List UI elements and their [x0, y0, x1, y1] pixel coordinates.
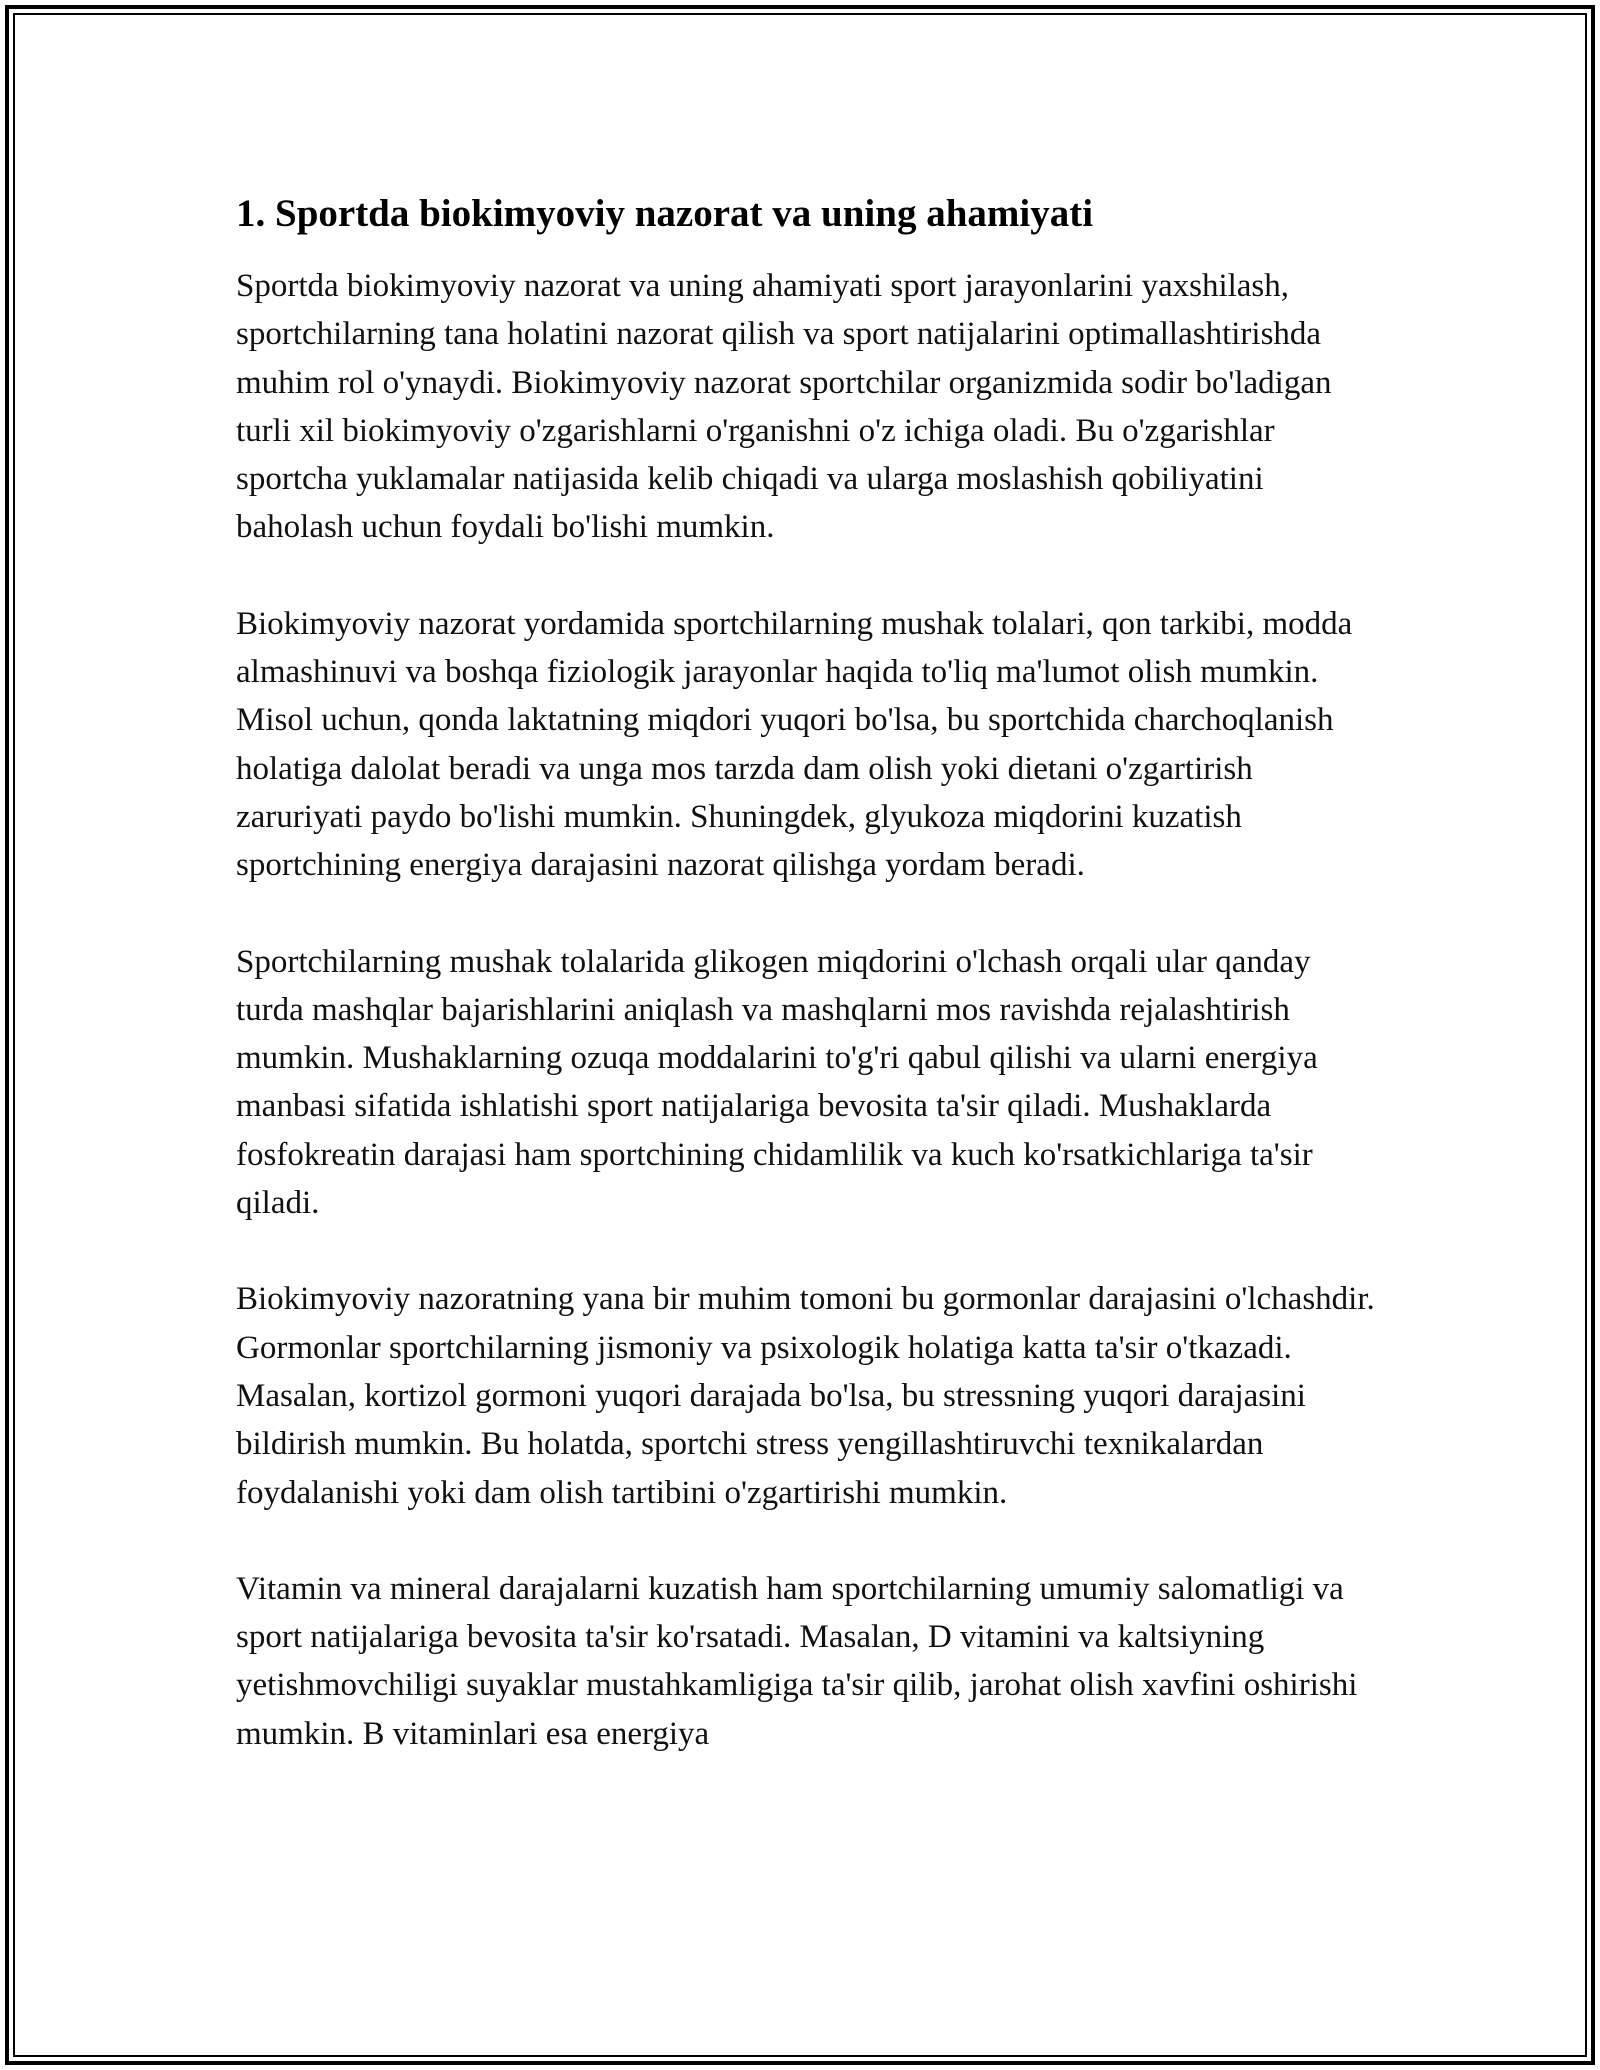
paragraph-3: Sportchilarning mushak tolalarida glikogen miqdorini o'lchash orqali ular qanday turda mashqlar bajarishlarini aniqlash va mashqlarni mos ravishda rejalashtirish mumkin. Mushaklarning ozuqa moddalarini to'g'ri qabul qilishi va ularni energiya manbasi sifatida ishlatishi sport natijalariga bevosita ta'sir qiladi. Mushaklarda fosfokreatin darajasi ham sportchining chidamlilik va kuch ko'rsatkichlariga ta'sir qiladi.: [236, 943, 1318, 1222]
paragraph-5: Vitamin va mineral darajalarni kuzatish ham sportchilarning umumiy salomatligi va sport natijalariga bevosita ta'sir ko'rsatadi. Masalan, D vitamini va kaltsiyning yetishmovchiligi suyaklar mustahkamligiga ta'sir qilib, jarohat olish xavfini oshirishi mumkin. B vitaminlari esa energiya: [236, 1570, 1358, 1752]
paragraph-4: Biokimyoviy nazoratning yana bir muhim tomoni bu gormonlar darajasini o'lchashdir. Gormonlar sportchilarning jismoniy va psixologik holatiga katta ta'sir o'tkazadi. Masalan, kortizol gormoni yuqori darajada bo'lsa, bu stressning yuqori darajasini bildirish mumkin. Bu holatda, sportchi stress yengillashtiruvchi texnikalardan foydalanishi yoki dam olish tartibini o'zgartirishi mumkin.: [236, 1281, 1375, 1511]
document-body: [236, 188, 1376, 1806]
section-title: 1. Sportda biokimyoviy nazorat va uning ahamiyati: [236, 192, 1094, 235]
paragraph-2: Biokimyoviy nazorat yordamida sportchilarning mushak tolalari, qon tarkibi, modda almashinuvi va boshqa fiziologik jarayonlar haqida to'liq ma'lumot olish mumkin. Misol uchun, qonda laktatning miqdori yuqori bo'lsa, bu sportchida charchoqlanish holatiga dalolat beradi va unga mos tarzda dam olish yoki dietani o'zgartirish zaruriyati paydo bo'lishi mumkin. Shuningdek, glyukoza miqdorini kuzatish sportchining energiya darajasini nazorat qilishga yordam beradi.: [236, 605, 1353, 884]
paragraph-1: Sportda biokimyoviy nazorat va uning ahamiyati sport jarayonlarini yaxshilash, sportchilarning tana holatini nazorat qilish va sport natijalarini optimallashtirishda muhim rol o'ynaydi. Biokimyoviy nazorat sportchilar organizmida sodir bo'ladigan turli xil biokimyoviy o'zgarishlarni o'rganishni o'z ichiga oladi. Bu o'zgarishlar sportcha yuklamalar natijasida kelib chiqadi va ularga moslashish qobiliyatini baholash uchun foydali bo'lishi mumkin.: [236, 268, 1332, 546]
